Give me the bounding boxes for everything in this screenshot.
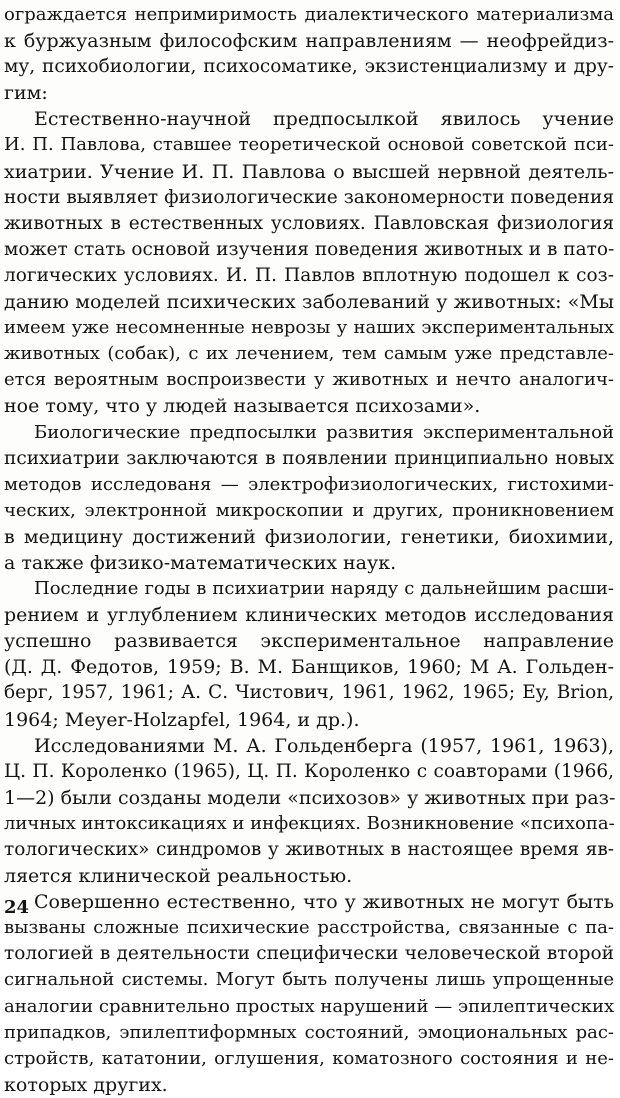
text-line: а также физико-математических наук. [4, 551, 397, 574]
text-line: Последние годы в психиатрии наряду с дальнейшим расши- [34, 578, 614, 600]
text-line: Естественно-научной предпосылкой явилось учение [34, 108, 614, 131]
text-line: может стать основой изучения поведения животных и в пато- [4, 238, 615, 260]
text-line: хиатрии. Учение И. П. Павлова о высшей нервной деятель- [4, 160, 614, 183]
text-line: логических условиях. И. П. Павлов вплотную подошел к соз- [4, 264, 614, 286]
text-line: берг, 1957, 1961; А. С. Чистович, 1961, 1962, 1965; Ey, Brion, [4, 682, 614, 704]
text-line: Биологические предпосылки развития экспериментальной [34, 421, 614, 443]
text-line: тологических» синдромов у животных в настоящее время яв- [4, 839, 614, 860]
text-line: Совершенно естественно, что у животных не могут быть [34, 891, 614, 914]
text-line: ограждается непримиримость диалектического материализма [4, 4, 614, 25]
text-line: методов исследованя — электрофизиологических, гистохими- [4, 473, 614, 495]
text-line: психиатрии заключаются в появлении принципиально новых [4, 447, 614, 469]
text-line: сигнальной системы. Могут быть получены лишь упрощенные [4, 969, 614, 991]
text-line: животных (собак), с их лечением, тем самым уже представле- [4, 343, 614, 365]
text-line: личных интоксикациях и инфекциях. Возникновение «психопа- [4, 812, 615, 834]
page-number: 24 [4, 897, 30, 918]
body-text [4, 2, 614, 1098]
text-line: (Д. Д. Федотов, 1959; В. М. Банщиков, 1960; М А. Гольден- [4, 656, 614, 679]
text-line: 1964; Meyer-Holzapfel, 1964, и др.). [4, 708, 360, 731]
text-line: гим: [4, 82, 48, 105]
text-line: ческих, электронной микроскопии и других, проникновением [4, 499, 614, 521]
text-line: данию моделей психических заболеваний у животных: «Мы [4, 291, 614, 314]
text-line: имеем уже несомненные неврозы у наших экспериментальных [4, 317, 614, 339]
text-line: припадков, эпилептиформных состояний, эмоциональных рас- [4, 1021, 614, 1043]
text-line: Исследованиями М. А. Гольденберга (1957, 1961, 1963), [34, 734, 614, 757]
text-line: тологией в деятельности специфически человеческой второй [4, 943, 614, 965]
text-line: Ц. П. Короленко (1965), Ц. П. Короленко с соавторами (1966, [4, 760, 614, 782]
text-line: му, психобиологии, психосоматике, экзистенциализму и дру- [4, 56, 614, 78]
text-line: ности выявляет физиологические закономерности поведения [4, 186, 614, 208]
text-line: ное тому, что у людей называется психозами». [4, 395, 481, 418]
text-line: аналогии сравнительно простых нарушений — эпилептических [4, 995, 615, 1017]
text-line: животных в естественных условиях. Павловская физиология [4, 212, 614, 234]
text-line: к буржуазным философским направлениям — неофрейдиз- [4, 30, 614, 53]
text-line: 1—2) были созданы модели «психозов» у животных при раз- [4, 786, 616, 809]
text-line: ляется клинической реальностью. [4, 865, 353, 888]
text-line: ется вероятным воспроизвести у животных и нечто аналогич- [4, 369, 614, 391]
text-line: стройств, кататонии, оглушения, коматозного состояния и не- [4, 1047, 614, 1069]
text-line: вызваны сложные психические расстройства, связанные с па- [4, 917, 614, 939]
text-line: в медицину достижений физиологии, генетики, биохимии, [4, 525, 614, 548]
text-line: которых других. [4, 1073, 168, 1096]
text-line: успешно развивается экспериментальное направление [4, 630, 614, 653]
text-line: рением и углублением клинических методов исследования [4, 604, 614, 627]
text-line: И. П. Павлова, ставшее теоретической основой советской пси- [4, 134, 614, 156]
